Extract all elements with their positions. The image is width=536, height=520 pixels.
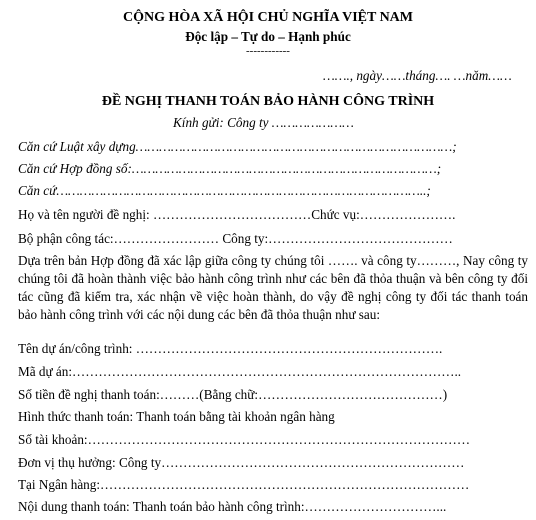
basis-law: Căn cứ Luật xây dựng………………………………………………………………………; — [18, 139, 457, 154]
body-paragraph: Dựa trên bản Hợp đồng đã xác lập giữa công ty chúng tôi ……. và công ty………, Nay công ty chúng tôi đã hoàn thành việc bảo hành công trình như các bên đã thỏa thuận và bên công ty đối tác cũng đã kiểm tra, xác nhận về việc hoàn thành, do vậy đề nghị công ty đối tác thanh toán bảo hành công trình với các nội dung các bên đã thỏa thuận như sau: — [18, 253, 528, 322]
beneficiary-line: Đơn vị thụ hưởng: Công ty…………………………………………………………… — [18, 455, 465, 470]
project-code-line: Mã dự án:…………………………………………………………………………….. — [18, 364, 462, 379]
project-name-line: Tên dự án/công trình: ……………………………………………………………. — [18, 341, 443, 356]
basis-contract: Căn cứ Hợp đồng số:……………………………………………………………………; — [18, 161, 442, 176]
national-title: CỘNG HÒA XÃ HỘI CHỦ NGHĨA VIỆT NAM — [122, 10, 413, 25]
addressee: Kính gửi: Công ty ………………… — [173, 115, 354, 130]
document-title: ĐỀ NGHỊ THANH TOÁN BẢO HÀNH CÔNG TRÌNH — [101, 94, 435, 109]
account-number-line: Số tài khoản:…………………………………………………………………………… — [18, 432, 471, 447]
date-line: ……., ngày……tháng…. …năm…… — [323, 68, 512, 83]
requester-line: Họ và tên người đề nghị: ………………………………Chức vụ:…………………. — [18, 207, 456, 222]
department-line: Bộ phận công tác:…………………… Công ty:…………………………………… — [18, 231, 453, 246]
header-rule: ------------ — [246, 45, 290, 57]
payment-method-line: Hình thức thanh toán: Thanh toán bằng tài khoản ngân hàng — [18, 409, 335, 424]
amount-line: Số tiền đề nghị thanh toán:………(Bằng chữ:……………………………………) — [18, 387, 448, 402]
payment-content-line: Nội dung thanh toán: Thanh toán bảo hành công trình:…………………………... — [18, 499, 447, 514]
bank-line: Tại Ngân hàng:………………………………………………………………………… — [18, 477, 470, 492]
motto: Độc lập – Tự do – Hạnh phúc — [185, 29, 351, 44]
basis-other: Căn cứ…………………………………………………………………………………..; — [18, 183, 431, 198]
